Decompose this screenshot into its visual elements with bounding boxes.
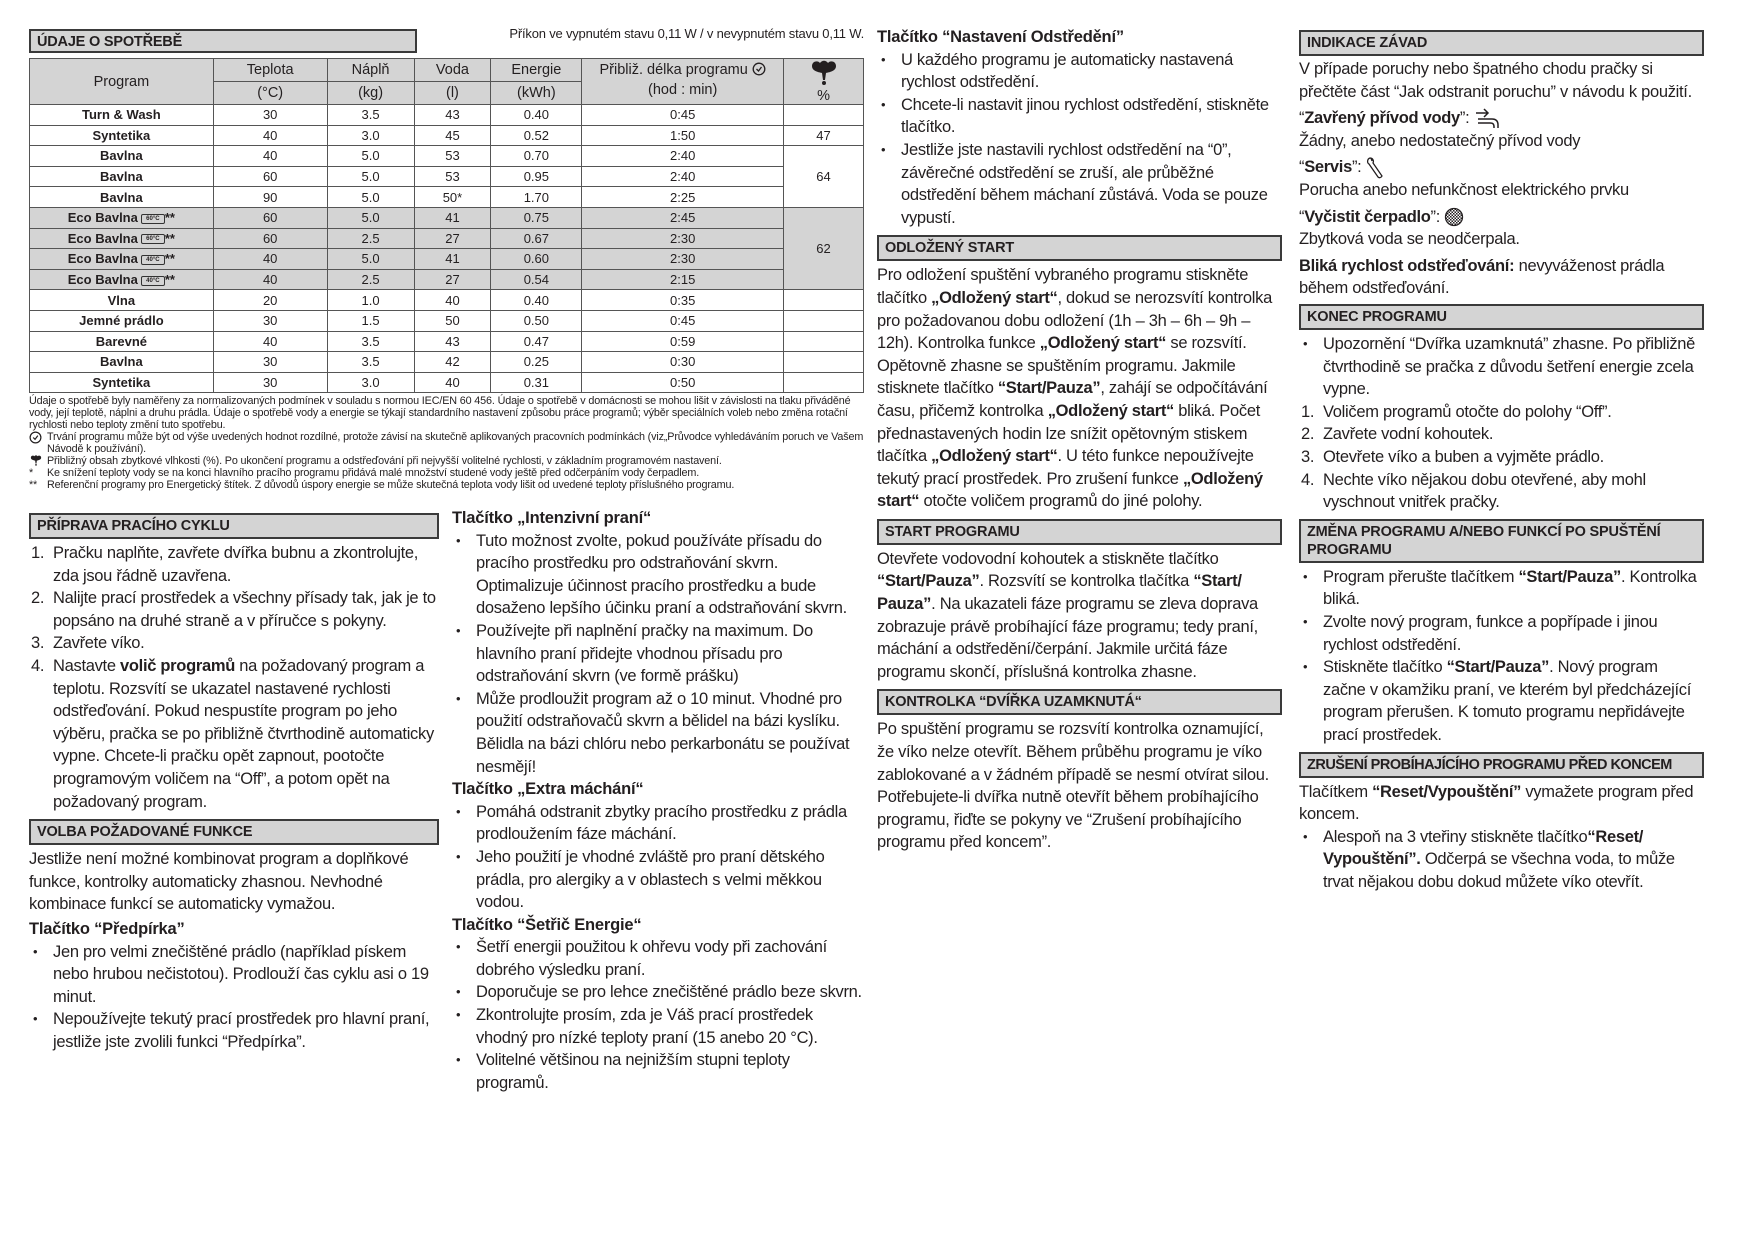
col-moisture: % bbox=[784, 59, 864, 105]
section-title-change: ZMĚNA PROGRAMU A/NEBO FUNKCÍ PO SPUŠTĚNÍ PROGRAMU bbox=[1299, 519, 1704, 563]
list-item: 3. Otevřete víko a buben a vyjměte prádlo. bbox=[1301, 448, 1604, 466]
list-item: 4. Nastavte volič programů na požadovaný program a teplotu. Rozsvítí se ukazatel nastavené rychlosti odstřeďování. Pokud nespustíte program po jeho výběru, pračka se po přibližně čtvrthodině automaticky vypne. Chcete-li pračku opět zapnout, pootočte programovým voličem na “Off”, a potom opět na požadovaný program. bbox=[31, 656, 434, 811]
col-duration: Přibliž. délka programu bbox=[582, 59, 784, 82]
list-item: • Jestliže jste nastavili rychlost odstředění na “0”, závěrečné odstředění se zruší, ale průběžné odstředění během máchaní zůstává. Voda se pouze vypustí. bbox=[877, 139, 1282, 229]
table-row: Syntetika 40 3.0 45 0.52 1:50 47 bbox=[30, 125, 864, 146]
list-item: • Nepoužívejte tekutý prací prostředek pro hlavní praní, jestliže jste zvolili funkci “Předpírka”. bbox=[29, 1008, 439, 1053]
section-title-preparation: PŘÍPRAVA PRACÍHO CYKLU bbox=[29, 513, 439, 539]
intensive-bullets bbox=[452, 530, 864, 779]
col-energy-unit: (kWh) bbox=[491, 82, 582, 105]
col-water-unit: (l) bbox=[414, 82, 491, 105]
table-row-eco: Eco Bavlna 40°C ** 40 5.0 41 0.60 2:30 bbox=[30, 249, 864, 270]
moisture-drop-icon bbox=[29, 455, 43, 467]
list-item: • Používejte při naplnění pračky na maximum. Do hlavního praní přidejte vhodnou přísadu pro odstraňování skvrn (ve formě prášku) bbox=[452, 620, 864, 688]
eco-temp-icon: 40°C bbox=[141, 276, 165, 286]
col-load-unit: (kg) bbox=[327, 82, 414, 105]
col-energy: Energie bbox=[491, 59, 582, 82]
consumption-notes: Údaje o spotřebě byly naměřeny za normalizovaných podmínek v souladu s normou IEC/EN 60 456. Údaje o spotřebě v domácnosti se mohou lišit v závislosti na tlaku přiváděné vody, její teplotě, náplni a druhu prádla. Údaje o spotřebě vody a energie se týkají standardního nastavení způsobu práce programů; výběr speciálních voleb nebo změna rotační rychlosti nebo teploty změní tuto spotřebu. Trvání programu může být od výše uvedených hodnot rozdílné, protože závisí na skutečně aplikovaných pracovních podmínkách (viz„Průvodce vyhledáváním poruch ve Vašem Návodě k používání). Přibližný obsah zbytkové vlhkosti (%). Po ukončení programu a odstřeďování při nejvyšší volitelné rychlosti, v základním programovém nastavení. * Ke snížení teploty vody se na konci hlavního pracího programu přidává malé množství studené vody ještě před odčerpáním vody čerpadlem. ** Referenční programy pro Energetický štítek. Z důvodů úspory energie se může skutečná teplota vody lišit od uvedené teploty příslušného programu. bbox=[29, 395, 864, 492]
list-item: • Tuto možnost zvolte, pokud používáte přísadu do pracího prostředku pro odstraňování skvrn. Optimalizuje účinnost pracího prostředku a bude dosaženo lepšího účinku praní a odstraňování skvrn. bbox=[452, 530, 864, 620]
table-row: Bavlna 60 5.0 53 0.95 2:40 bbox=[30, 166, 864, 187]
column-2-lower bbox=[452, 507, 864, 1094]
standby-power-note: Příkon ve vypnutém stavu 0,11 W / v nevypnutém stavu 0,11 W. bbox=[509, 26, 864, 41]
list-item: • Alespoň na 3 vteřiny stiskněte tlačítko“Reset/ Vypouštění”. Odčerpá se všechna voda, to může trvat nějakou dobu dokud můžete víko otevřít. bbox=[1299, 826, 1704, 894]
fault-spin-blink: Bliká rychlost odstřeďování: nevyváženost prádla během odstřeďování. bbox=[1299, 256, 1665, 298]
clock-icon bbox=[29, 431, 42, 444]
list-item: • Zkontrolujte prosím, zda je Váš prací prostředek vhodný pro nízké teploty praní (15 anebo 20 °C). bbox=[452, 1004, 864, 1049]
spin-title: Tlačítko “Nastavení Odstředění” bbox=[877, 28, 1124, 46]
end-bullets bbox=[1299, 333, 1704, 401]
list-item: • Program přerušte tlačítkem “Start/Pauza”. Kontrolka bliká. bbox=[1299, 566, 1704, 611]
list-item: • Zvolte nový program, funkce a popřípade i jinou rychlost odstředění. bbox=[1299, 611, 1704, 656]
start-text: Otevřete vodovodní kohoutek a stiskněte tlačítko “Start/Pauza”. Rozsvítí se kontrolka tlačítka “Start/ Pauza”. Na ukazateli fáze programu se zleva doprava zobrazuje právě probíhající fáze programu; tedy praní, máchání a odstředění/čerpání. Jakmile určitá fáze programu skončí, příslušná kontrolka zhasne. bbox=[877, 549, 1258, 681]
prewash-bullets bbox=[29, 941, 439, 1054]
section-title-door-lock: KONTROLKA “DVÍŘKA UZAMKNUTÁ“ bbox=[877, 689, 1282, 715]
col-water: Voda bbox=[414, 59, 491, 82]
list-item: • Jen pro velmi znečištěné prádlo (například pískem nebo hrubou nečistotou). Prodlouží čas cyklu asi o 19 minut. bbox=[29, 941, 439, 1009]
functions-intro: Jestliže není možné kombinovat program a doplňkové funkce, kontrolky automaticky zhasnou. Nevhodné kombinace funkcí se automaticky vymažou. bbox=[29, 850, 409, 914]
table-row: Jemné prádlo 30 1.5 50 0.50 0:45 bbox=[30, 310, 864, 331]
faults-intro: V případe poruchy nebo špatného chodu pračky si přečtěte část “Jak odstranit poruchu” v návodu k použití. bbox=[1299, 60, 1692, 101]
extra-rinse-bullets bbox=[452, 801, 864, 914]
consumption-section bbox=[29, 26, 864, 491]
section-title-functions: VOLBA POŽADOVANÉ FUNKCE bbox=[29, 819, 439, 845]
eco-temp-icon: 60°C bbox=[141, 234, 165, 244]
eco-title: Tlačítko “Šetřič Energie“ bbox=[452, 915, 642, 934]
extra-rinse-title: Tlačítko „Extra máchání“ bbox=[452, 780, 644, 799]
table-row: Bavlna 30 3.5 42 0.25 0:30 bbox=[30, 352, 864, 373]
spin-bullets bbox=[877, 49, 1282, 230]
section-title-start: START PROGRAMU bbox=[877, 519, 1282, 545]
col-temp: Teplota bbox=[213, 59, 327, 82]
table-row-eco: Eco Bavlna 60°C ** 60 2.5 27 0.67 2:30 bbox=[30, 228, 864, 249]
list-item: 1. Pračku naplňte, zavřete dvířka bubnu a zkontrolujte, zda jsou řádně uzavřena. bbox=[31, 544, 419, 585]
column-4 bbox=[1299, 30, 1704, 894]
col-program: Program bbox=[30, 59, 214, 105]
clock-icon bbox=[752, 62, 766, 76]
table-row: Bavlna 40 5.0 53 0.70 2:40 64 bbox=[30, 146, 864, 167]
col-load: Náplň bbox=[327, 59, 414, 82]
fault-item-water: “Zavřený přívod vody”: bbox=[1299, 107, 1704, 130]
table-row: Bavlna 90 5.0 50* 1.70 2:25 bbox=[30, 187, 864, 208]
fault-item-pump-desc: Zbytková voda se neodčerpala. bbox=[1299, 230, 1520, 249]
table-row-eco: Eco Bavlna 40°C ** 40 2.5 27 0.54 2:15 bbox=[30, 269, 864, 290]
section-title-consumption: ÚDAJE O SPOTŘEBĚ bbox=[29, 29, 417, 53]
consumption-table bbox=[29, 58, 864, 393]
list-item: • Stiskněte tlačítko “Start/Pauza”. Nový program začne v okamžiku praní, ve kterém byl předcházející program přerušen. K tomuto programu nepřidávejte prací prostředek. bbox=[1299, 656, 1704, 746]
section-title-faults: INDIKACE ZÁVAD bbox=[1299, 30, 1704, 56]
list-item: 1. Voličem programů otočte do polohy “Off”. bbox=[1301, 402, 1612, 421]
list-item: 3. Zavřete víko. bbox=[31, 634, 145, 653]
prewash-title: Tlačítko “Předpírka” bbox=[29, 919, 185, 938]
list-item: • Pomáhá odstranit zbytky pracího prostředku z prádla prodloužením fáze máchání. bbox=[452, 801, 864, 846]
section-title-delay: ODLOŽENÝ START bbox=[877, 235, 1282, 261]
list-item: 4. Nechte víko nějakou dobu otevřené, aby mohl vyschnout vnitřek pračky. bbox=[1301, 470, 1646, 512]
water-tap-icon bbox=[1474, 108, 1502, 130]
list-item: • U každého programu je automaticky nastavená rychlost odstředění. bbox=[877, 49, 1282, 94]
section-title-end: KONEC PROGRAMU bbox=[1299, 304, 1704, 330]
list-item: 2. Nalijte prací prostředek a všechny přísady tak, jak je to popsáno na druhé straně a v příručce s pokyny. bbox=[31, 589, 436, 630]
table-row: Turn & Wash 30 3.5 43 0.40 0:45 bbox=[30, 105, 864, 126]
fault-item-service-desc: Porucha anebo nefunkčnost elektrického prvku bbox=[1299, 181, 1629, 200]
fault-item-water-desc: Žádny, anebo nedostatečný přívod vody bbox=[1299, 131, 1581, 150]
column-3 bbox=[877, 26, 1282, 854]
preparation-steps bbox=[29, 542, 439, 813]
pump-filter-icon bbox=[1444, 207, 1464, 227]
section-title-cancel: ZRUŠENÍ PROBÍHAJÍCÍHO PROGRAMU PŘED KONCEM bbox=[1299, 752, 1704, 778]
end-steps bbox=[1299, 401, 1704, 514]
table-row: Syntetika 30 3.0 40 0.31 0:50 bbox=[30, 372, 864, 393]
change-bullets bbox=[1299, 566, 1704, 747]
door-lock-text: Po spuštění programu se rozsvítí kontrolka oznamující, že víko nelze otevřít. Během průběhu programu je víko zablokované a v žádném případě se nesmí otvírat silou. Potřebujete-li dvířka nutně otevřít během probíhajícího programu, řiďte se pokyny ve “Zrušení probíhajícího programu před koncem”. bbox=[877, 720, 1269, 852]
col-duration-unit: (hod : min) bbox=[582, 82, 784, 105]
col-temp-unit: (°C) bbox=[213, 82, 327, 105]
list-item: • Jeho použití je vhodné zvláště pro praní dětského prádla, pro alergiky a v oblastech s velmi měkkou vodou. bbox=[452, 846, 864, 914]
list-item: • Chcete-li nastavit jinou rychlost odstředění, stiskněte tlačítko. bbox=[877, 94, 1282, 139]
table-row-eco: Eco Bavlna 60°C ** 60 5.0 41 0.75 2:45 62 bbox=[30, 207, 864, 228]
eco-temp-icon: 40°C bbox=[141, 255, 165, 265]
fault-item-pump: “Vyčistit čerpadlo”: bbox=[1299, 206, 1704, 229]
list-item: • Volitelné většinou na nejnižším stupni teploty programů. bbox=[452, 1049, 864, 1094]
column-1-lower bbox=[29, 513, 439, 1053]
list-item: 2. Zavřete vodní kohoutek. bbox=[1301, 425, 1494, 444]
list-item: • Může prodloužit program až o 10 minut. Vhodné pro použití odstraňovačů skvrn a bělidel na bázi kyslíku. Bělidla na bázi chlóru nebo perkarbonátu se používat nesmějí! bbox=[452, 688, 864, 778]
fault-item-service: “Servis”: bbox=[1299, 156, 1704, 179]
cancel-text: Tlačítkem “Reset/Vypouštění” vymažete program před koncem. bbox=[1299, 782, 1694, 824]
table-row: Barevné 40 3.5 43 0.47 0:59 bbox=[30, 331, 864, 352]
delay-text: Pro odložení spuštění vybraného programu stiskněte tlačítko „Odložený start“, dokud se nerozsvítí kontrolka pro požadovanou dobu odložení (1h – 3h – 6h – 9h – 12h). Kontrolka funkce „Odložený start“ se rozsvítí. Opětovně zhasne se spuštěním programu. Jakmile stisknete tlačítko “Start/Pauza”, zahájí se odpočítávání času, přičemž kontrolka „Odložený start“ bliká. Počet přednastavených hodin lze snížit opětovným stiskem tlačítka „Odložený start“. U této funkce nepoužívejte tekutý prací prostředek. Pro zrušení funkce „Odložený start“ otočte voličem programů do jiné polohy. bbox=[877, 266, 1272, 511]
table-row: Vlna 20 1.0 40 0.40 0:35 bbox=[30, 290, 864, 311]
list-item: • Doporučuje se pro lehce znečištěné prádlo beze skvrn. bbox=[452, 981, 864, 1004]
wrench-icon bbox=[1366, 157, 1384, 179]
intensive-title: Tlačítko „Intenzivní praní“ bbox=[452, 509, 652, 527]
moisture-drop-icon bbox=[809, 60, 839, 88]
eco-bullets bbox=[452, 936, 864, 1094]
list-item: • Upozornění “Dvířka uzamknutá” zhasne. Po přibližně čtvrthodině se pračka z důvodu šetření energie zcela vypne. bbox=[1299, 333, 1704, 401]
cancel-bullets bbox=[1299, 826, 1704, 894]
list-item: • Šetří energii použitou k ohřevu vody při zachování dobrého výsledku praní. bbox=[452, 936, 864, 981]
eco-temp-icon: 60°C bbox=[141, 214, 165, 224]
